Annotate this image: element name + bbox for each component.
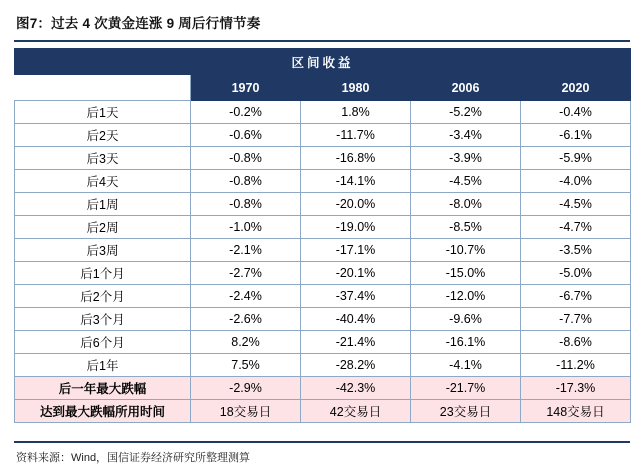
- cell-value: -0.2%: [191, 101, 301, 124]
- cell-value: -2.1%: [191, 239, 301, 262]
- cell-value: -0.4%: [521, 101, 631, 124]
- cell-value: -20.0%: [301, 193, 411, 216]
- cell-value: -6.1%: [521, 124, 631, 147]
- cell-value: -28.2%: [301, 354, 411, 377]
- table-row: [15, 262, 631, 285]
- row-label: 后1个月: [15, 262, 191, 285]
- cell-value: -20.1%: [301, 262, 411, 285]
- row-label: 后2天: [15, 124, 191, 147]
- cell-value: -5.2%: [411, 101, 521, 124]
- cell-value: -3.4%: [411, 124, 521, 147]
- row-label: 后2个月: [15, 285, 191, 308]
- table-row: [15, 308, 631, 331]
- table-row: [15, 193, 631, 216]
- page-title: 图7：过去 4 次黄金连涨 9 周后行情节奏: [16, 16, 261, 31]
- cell-value: -4.0%: [521, 170, 631, 193]
- cell-value: 1.8%: [301, 101, 411, 124]
- row-label: 后3天: [15, 147, 191, 170]
- title-divider: [14, 40, 630, 42]
- cell-value: -0.6%: [191, 124, 301, 147]
- cell-value: -8.0%: [411, 193, 521, 216]
- table-row: [15, 239, 631, 262]
- column-header-1970: 1970: [191, 75, 301, 101]
- cell-value: -40.4%: [301, 308, 411, 331]
- table-row: [15, 377, 631, 400]
- table-banner: 区间收益: [15, 49, 631, 75]
- cell-value: -2.4%: [191, 285, 301, 308]
- cell-value: -14.1%: [301, 170, 411, 193]
- source-note: 资料来源：Wind，国信证券经济研究所整理测算: [16, 452, 251, 464]
- cell-value: 8.2%: [191, 331, 301, 354]
- table-row: [15, 101, 631, 124]
- cell-value: -2.7%: [191, 262, 301, 285]
- cell-value: -1.0%: [191, 216, 301, 239]
- cell-value: 23交易日: [411, 400, 521, 423]
- table-head: [15, 49, 631, 101]
- column-header-blank: [15, 75, 191, 101]
- cell-value: -15.0%: [411, 262, 521, 285]
- table-row: [15, 170, 631, 193]
- cell-value: -4.5%: [411, 170, 521, 193]
- cell-value: -2.9%: [191, 377, 301, 400]
- cell-value: -7.7%: [521, 308, 631, 331]
- table-row: [15, 216, 631, 239]
- table-row: [15, 285, 631, 308]
- cell-value: -10.7%: [411, 239, 521, 262]
- row-label: 后2周: [15, 216, 191, 239]
- cell-value: 7.5%: [191, 354, 301, 377]
- table-body: [15, 101, 631, 423]
- cell-value: -21.7%: [411, 377, 521, 400]
- row-label: 后1周: [15, 193, 191, 216]
- cell-value: -4.1%: [411, 354, 521, 377]
- returns-table: [14, 48, 631, 423]
- cell-value: -11.7%: [301, 124, 411, 147]
- cell-value: -4.5%: [521, 193, 631, 216]
- cell-value: -0.8%: [191, 193, 301, 216]
- cell-value: -3.9%: [411, 147, 521, 170]
- row-label: 后1年: [15, 354, 191, 377]
- row-label: 后一年最大跌幅: [15, 377, 191, 400]
- cell-value: 18交易日: [191, 400, 301, 423]
- cell-value: 42交易日: [301, 400, 411, 423]
- cell-value: -3.5%: [521, 239, 631, 262]
- row-label: 达到最大跌幅所用时间: [15, 400, 191, 423]
- cell-value: -2.6%: [191, 308, 301, 331]
- cell-value: -9.6%: [411, 308, 521, 331]
- cell-value: -0.8%: [191, 170, 301, 193]
- row-label: 后6个月: [15, 331, 191, 354]
- cell-value: -16.1%: [411, 331, 521, 354]
- cell-value: -8.5%: [411, 216, 521, 239]
- cell-value: -5.9%: [521, 147, 631, 170]
- row-label: 后3周: [15, 239, 191, 262]
- column-header-2006: 2006: [411, 75, 521, 101]
- cell-value: -11.2%: [521, 354, 631, 377]
- table-row: [15, 147, 631, 170]
- cell-value: -4.7%: [521, 216, 631, 239]
- cell-value: -37.4%: [301, 285, 411, 308]
- cell-value: -17.3%: [521, 377, 631, 400]
- table-banner-row: [15, 49, 631, 75]
- cell-value: -42.3%: [301, 377, 411, 400]
- cell-value: -12.0%: [411, 285, 521, 308]
- bottom-divider: [14, 441, 630, 443]
- row-label: 后1天: [15, 101, 191, 124]
- column-header-1980: 1980: [301, 75, 411, 101]
- row-label: 后4天: [15, 170, 191, 193]
- cell-value: 148交易日: [521, 400, 631, 423]
- cell-value: -5.0%: [521, 262, 631, 285]
- table-row: [15, 124, 631, 147]
- cell-value: -21.4%: [301, 331, 411, 354]
- column-header-2020: 2020: [521, 75, 631, 101]
- table-row: [15, 400, 631, 423]
- cell-value: -6.7%: [521, 285, 631, 308]
- cell-value: -0.8%: [191, 147, 301, 170]
- table-row: [15, 354, 631, 377]
- cell-value: -19.0%: [301, 216, 411, 239]
- cell-value: -16.8%: [301, 147, 411, 170]
- table-header-row: [15, 75, 631, 101]
- cell-value: -17.1%: [301, 239, 411, 262]
- table-row: [15, 331, 631, 354]
- cell-value: -8.6%: [521, 331, 631, 354]
- row-label: 后3个月: [15, 308, 191, 331]
